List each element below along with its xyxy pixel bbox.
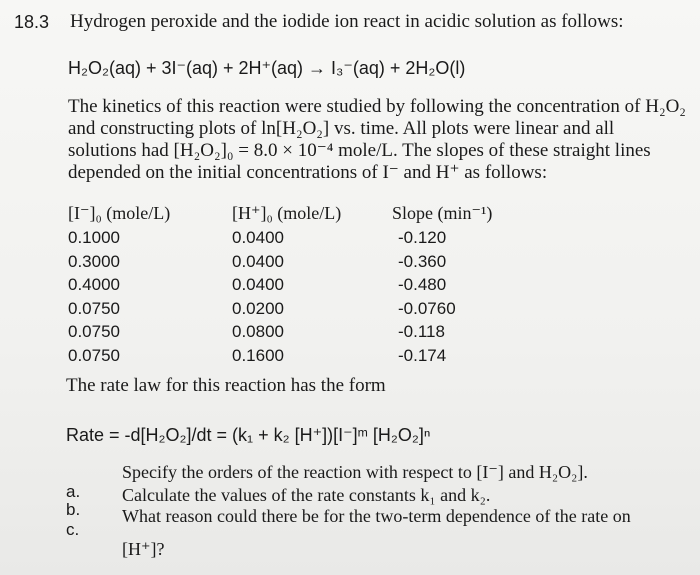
kinetics-line-1: The kinetics of this reaction were studied by following the concentration of H₂O₂ <box>68 96 686 117</box>
question-a-text: Specify the orders of the reaction with respect to [I⁻] and H₂O₂]. <box>122 462 588 482</box>
cell-hydrogen: 0.0400 <box>232 228 284 247</box>
kinetics-line-4: depended on the initial concentrations of I⁻ and H⁺ as follows: <box>68 162 548 183</box>
table-row <box>0 299 700 323</box>
cell-iodide: 0.0750 <box>68 345 120 365</box>
question-b-label: b. <box>66 500 81 519</box>
problem-number: 18.3 <box>14 12 50 32</box>
kinetics-line-2: and constructing plots of ln[H₂O₂] vs. time. All plots were linear and all <box>68 118 615 139</box>
kinetics-line-3: solutions had [H₂O₂]₀ = 8.0 × 10⁻⁴ mole/L. The slopes of these straight lines <box>68 140 651 161</box>
cell-hydrogen: 0.0400 <box>232 275 284 294</box>
question-a-label: a. <box>66 482 81 501</box>
cell-iodide: 0.4000 <box>68 275 120 294</box>
cell-hydrogen: 0.0200 <box>232 298 284 318</box>
cell-iodide: 0.1000 <box>68 228 120 247</box>
cell-iodide: 0.3000 <box>68 251 120 271</box>
question-c-text-continued: [H⁺]? <box>122 539 165 559</box>
cell-slope: -0.174 <box>398 345 447 365</box>
cell-hydrogen: 0.0800 <box>232 322 284 341</box>
table-row <box>0 322 700 346</box>
cell-hydrogen: 0.0400 <box>232 251 284 271</box>
table-row <box>0 252 700 276</box>
cell-slope: -0.480 <box>398 275 447 294</box>
cell-hydrogen: 0.1600 <box>232 345 284 365</box>
problem-title: Hydrogen peroxide and the iodide ion react in acidic solution as follows: <box>70 11 624 32</box>
data-table <box>0 228 700 369</box>
question-b-text: Calculate the values of the rate constants k₁ and k₂. <box>122 485 491 505</box>
cell-iodide: 0.0750 <box>68 298 120 318</box>
cell-slope: -0.118 <box>398 322 445 341</box>
table-row <box>0 275 700 299</box>
rate-law-intro: The rate law for this reaction has the form <box>66 375 386 396</box>
reaction-equation: H₂O₂(aq) + 3I⁻(aq) + 2H⁺(aq) → I₃⁻(aq) + 2H₂O(l) <box>68 58 466 78</box>
cell-iodide: 0.0750 <box>68 322 120 341</box>
table-row <box>0 228 700 252</box>
cell-slope: -0.0760 <box>398 298 456 318</box>
question-c-label: c. <box>66 520 80 539</box>
table-header-hydrogen: [H⁺]₀ (mole/L) <box>232 203 342 223</box>
cell-slope: -0.120 <box>398 228 447 247</box>
table-header-slope: Slope (min⁻¹) <box>392 203 493 223</box>
cell-slope: -0.360 <box>398 251 447 271</box>
table-row <box>0 346 700 370</box>
rate-law-equation: Rate = -d[H₂O₂]/dt = (k₁ + k₂ [H⁺])[I⁻]ᵐ [H₂O₂]ⁿ <box>66 425 431 445</box>
question-c-text: What reason could there be for the two-term dependence of the rate on <box>122 506 631 526</box>
table-header-iodide: [I⁻]₀ (mole/L) <box>68 203 171 223</box>
